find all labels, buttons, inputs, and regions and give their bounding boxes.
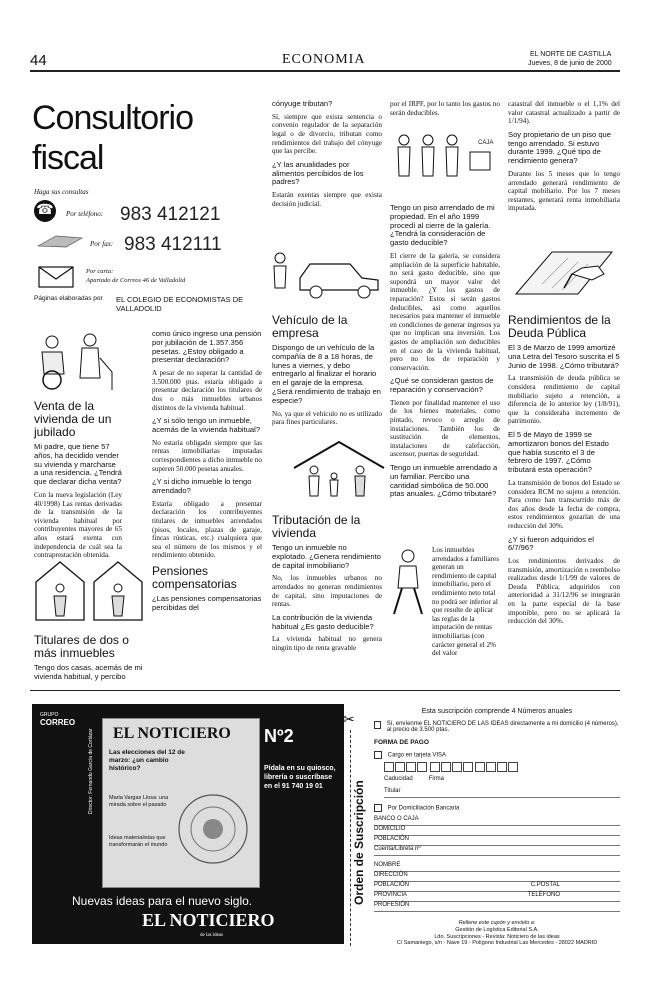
question-propietario: Soy propietario de un piso que tengo arrendado. Si estuvo durante 1999. ¿Qué tipo de rendimiento genera? — [508, 129, 612, 166]
cut-line — [350, 730, 351, 946]
answer-contribucion: La vivienda habitual no genera ningún tipo de renta gravable — [272, 635, 382, 652]
poblacion-banco-field[interactable]: POBLACIÓN — [374, 836, 620, 846]
question-contribucion: La contribución de la vivienda habitual ¿Es gasto deducible? — [272, 612, 374, 631]
answer-venta: Con la nueva legislación (Ley 40/1998) Las rentas derivadas de la transmisión de la vivienda habitual por contribuyentes mayores de 65 años estará exenta con independencia de cuál sea la contraprestación obtenida. — [34, 490, 122, 560]
banco-field[interactable]: BANCO O CAJA — [374, 816, 620, 826]
domiciliacion-label: Por Domiciliación Bancaria — [387, 805, 460, 812]
question-anualidades: ¿Y las anualidades por alimentos percibidos de los padres? — [272, 159, 364, 187]
answer-vehiculo: No, ya que el vehículo no es utilizado para fines particulares. — [272, 409, 382, 427]
question-1997: ¿Y si fueron adquiridos el 6/7/96? — [508, 534, 594, 553]
question-arrendado: ¿Y si dicho inmueble lo tengo arrendado? — [152, 477, 252, 495]
telefono-label: TELÉFONO — [527, 892, 560, 898]
phone-number: 983 412121 — [120, 204, 221, 225]
caja-label: CAJA — [478, 140, 494, 146]
heading-venta-vivienda: Venta de la vivienda de un jubilado — [34, 399, 112, 439]
question-galeria: Tengo un piso arrendado de mi propiedad. En el año 1999 procedí al cierre de la galería. ¿Tendrá la consideración de gasto deducible? — [390, 203, 495, 248]
elaborated-by: EL COLEGIO DE ECONOMISTAS DE VALLADOLID — [116, 295, 244, 313]
heading-titulares: Titulares de dos o más inmuebles — [34, 633, 129, 660]
domiciliacion-option — [374, 804, 620, 812]
grupo-label: GRUPO — [40, 712, 59, 718]
titular-field[interactable]: Titular — [384, 788, 620, 798]
answer-galeria: El cierre de la galería, se considera ampliación de la superficie habitable, no será gasto deducible, sino que supondrá un mayor valor del inmueble. ¿Y los gastos de reparación? Estos sí serán gastos deducibles, así como aquellos necesarios para mantener el inmueble en condiciones de generar ingresos ya que no implican una inversión. Los gastos de ampliación son deducibles en el caso de la vivienda habitual, pero no los de reparación y conservación. — [390, 251, 500, 372]
caducidad-label: Caducidad — [384, 776, 413, 782]
column-4-top — [390, 100, 500, 130]
ad-slogan: Nuevas ideas para el nuevo siglo. — [72, 894, 253, 908]
answer-irpf: por el IRPF, por lo tanto los gastos no serán deducibles. — [390, 100, 500, 117]
director-text: Director: Fernando García de Cortázar — [88, 728, 94, 814]
ad-separator — [30, 690, 620, 691]
answer-anualidades: Estarán exentas siempre que exista decisión judicial. — [272, 191, 382, 208]
elaborated-label: Páginas elaboradas por — [34, 295, 103, 302]
answer-tributacion: No, los inmuebles urbanos no arrendados no generan rendimientos de capital, sino imputaciones de rentas. — [272, 574, 382, 609]
mail-label: Por carta: — [86, 268, 114, 275]
haga-consultas: Haga sus consultas — [34, 188, 89, 196]
subscribe-checkbox[interactable] — [374, 721, 381, 729]
forma-pago: FORMA DE PAGO — [374, 739, 429, 746]
subscription-form — [374, 708, 620, 948]
nombre-field[interactable]: NOMBRE — [374, 862, 620, 872]
answer-solo-inmueble: No estaría obligado siempre que las rentas inmobiliarias imputadas correspondientes a dicho inmueble no superen 50.000 pesetas anuales. — [152, 438, 262, 473]
column-4-bottom — [432, 546, 500, 658]
ad-bottom-logo: EL NOTICIERO — [142, 910, 275, 930]
domicilio-banco-field[interactable]: DOMICILIO — [374, 826, 620, 836]
walker-illustration — [386, 548, 430, 618]
mail-address: Apartado de Correos 46 de Valladolid — [86, 277, 186, 284]
question-familiar: Tengo un inmueble arrendado a un familiar. Percibo una cantidad simbólica de 50.000 ptas anuales. ¿Cómo tributaré? — [390, 463, 498, 499]
column-3-top — [272, 100, 382, 240]
form-intro: Esta suscripción comprende 4 Números anuales — [421, 708, 573, 715]
answer-bonos: La transmisión de bonos del Estado se considera RCM no sujeto a retención. Para como han transcurrido más de dos años desde la fecha de compra, estos rendimientos gozarían de una reducción del 30%. — [508, 478, 620, 530]
cover-sub-1: Maria Vargas Llosa: una mirada sobre el pasado — [109, 795, 169, 808]
issue-number: Nº2 — [264, 726, 294, 746]
poblacion-field[interactable]: POBLACIÓN C.POSTAL — [374, 882, 620, 892]
column-4-middle — [390, 204, 500, 544]
answer-1997: Los rendimientos derivados de transmisión, amortización o reembolso realizados desde 1/1/99 de valores de Deuda Pública, adquiridos con anterioridad a 31/12/96 se integrarán en la parte especial de la base imponible, pero no se aplicará la reducción del 30%. — [508, 557, 620, 626]
fax-icon — [36, 234, 84, 248]
answer-familiar: Los inmuebles arrendados a familiares generan un rendimiento de capital inmobiliario, pero el rendimiento neto total no podrá ser inferior al que resulte de aplicar las reglas de la imputación de rentas inmobiliarias (con carácter general el 2% del valor — [432, 546, 500, 658]
answer-arrendado: Estaría obligado a presentar declaración los contribuyentes titulares de inmuebles arrendados (pisos, locales, plazas de garaje, fincas rústicas, etc.) cualquiera que sea el número de los mismos y el rendimiento obtenido. — [152, 499, 262, 560]
cover-sub-2: Ideas materialistas que transformarán el mundo — [109, 835, 168, 848]
direccion-field[interactable]: DIRECCIÓN — [374, 872, 620, 882]
header-rule — [30, 70, 620, 72]
writing-hand-illustration — [512, 244, 616, 300]
question-bonos: El 5 de Mayo de 1999 se amortizaron bonos del Estado que había suscrito el 3 de febrero de 1997. ¿Cómo tributará esta operación? — [508, 429, 609, 475]
jubilado-illustration — [34, 332, 120, 392]
consultorio-title-1: Consultorio — [32, 99, 193, 137]
heading-tributacion: Tributación de la vivienda — [272, 513, 361, 540]
question-pension: como único ingreso una pensión por jubilación de 1.357.356 pesetas. ¿Estoy obligado a presentar declaración? — [152, 329, 262, 365]
ad-bottom-logo-sub: de las ideas — [200, 933, 224, 938]
column-5-bottom — [508, 312, 620, 682]
question-pensiones: ¿Las pensiones compensatorias percibidas del — [152, 593, 262, 612]
subscribe-text: Sí, envíenme EL NOTICIERO DE LAS IDEAS directamente a mi domicilio (4 números), al precio de 3.500 ptas. — [386, 721, 619, 733]
column-2 — [152, 330, 262, 680]
column-3-bottom — [272, 512, 382, 682]
firma-label: Firma — [428, 776, 445, 782]
question-vehiculo: Dispongo de un vehículo de la compañía de 8 a 18 horas, de lunes a viernes, y debo entregarlo al finalizar el horario en el garaje de la empresa. ¿Será rendimiento de trabajo en especie? — [272, 343, 381, 405]
question-venta: Mi padre, que tiene 57 años, ha decidido vender su vivienda y marcharse a una residencia. ¿Tendrá que declarar dicha venta? — [34, 442, 122, 487]
ad-cta: Pídala en su quiosco, librería o suscríbase en el 91 740 19 01 — [264, 765, 336, 790]
heading-pensiones: Pensiones compensatorias — [152, 563, 237, 591]
houses-illustration — [34, 560, 144, 622]
envelope-icon — [38, 266, 74, 288]
question-deuda: El 3 de Marzo de 1999 amortizé una Letra del Tesoro suscrita el 5 Junio de 1998. ¿Cómo tributará? — [508, 343, 620, 370]
consultorio-title-2: fiscal — [32, 139, 104, 177]
phone-label: Por teléfono: — [66, 210, 104, 218]
question-solo-inmueble: ¿Y si sólo tengo un inmueble, acemás de la vivienda habitual? — [152, 416, 261, 434]
section-title: ECONOMIA — [282, 52, 366, 67]
magazine-cover — [102, 718, 260, 888]
heading-vehiculo: Vehículo de la empresa — [272, 313, 348, 340]
family-house-illustration — [292, 440, 386, 500]
card-number-boxes[interactable] — [384, 762, 620, 772]
heading-rendimientos: Rendimientos de la Deuda Pública — [508, 313, 611, 340]
car-illustration — [270, 248, 382, 300]
answer-propietario: Durante los 5 meses que lo tengo arrendado generará rendimiento de capital mobiliario. Por los 7 meses restantes, generará renta inmobiliaria imputada. — [508, 169, 620, 213]
fax-number: 983 412111 — [124, 234, 222, 255]
question-reparacion: ¿Qué se consideran gastos de reparación y conservación? — [390, 376, 494, 395]
cover-title: EL NOTICIERO — [113, 725, 231, 742]
answer-pension: A pesar de no superar la cantidad de 3.500.000 ptas. estaría obligado a presentar declaración los titulares de dos o más inmuebles urbanos distintos de la vivienda habitual. — [152, 369, 262, 412]
magazine-ad — [32, 704, 344, 944]
phone-icon: ☎ — [34, 200, 56, 222]
issue-date: Jueves, 8 de junio de 2000 — [528, 60, 612, 67]
option-subscribe — [374, 721, 620, 733]
cover-headline: Las elecciones del 12 de marzo: ¿un cambio histórico? — [109, 749, 185, 772]
cover-image — [173, 779, 253, 869]
newspaper-name: EL NORTE DE CASTILLA — [530, 51, 612, 58]
cuenta-field[interactable]: Cuenta/Libreta nº — [374, 846, 620, 856]
correo-logo: CORREO — [40, 718, 76, 727]
page-number: 44 — [30, 52, 47, 69]
cpostal-label: C.POSTAL — [530, 882, 560, 888]
answer-conyuge: Sí, siempre que exista sentencia o convenio regulador de la separación legal o de divorcio, tributan como rendimientos del trabajo del cónyuge que las percibe. — [272, 112, 382, 156]
question-titulares: Tengo dos casas, acemás de mi vivienda habitual, y percibo — [34, 663, 143, 681]
column-1-bottom — [34, 632, 144, 682]
column-3-middle — [272, 312, 382, 432]
answer-catastral: catastral del inmueble o el 1,1% del valor catastral actualizado a partir de 1/1/94). — [508, 100, 620, 126]
provincia-field[interactable]: PROVINCIA TELÉFONO — [374, 892, 620, 902]
answer-deuda: La transmisión de deuda pública se considera rendimiento de capital mobiliario sujeto a retención, a diferencia de lo anterior ley (1/8/91), que la consideraba incremento de patrimonio. — [508, 374, 620, 426]
form-footer: Rellene este cupón y envíelo a: Gestión de Logística Editorial S.A. Ldo. Suscripciones - Revista: Noticiero de las ideas C/ Samaniego, s/n - Nave 19 - Polígono Industrial Las Mercedes - 28022 MADRID — [396, 920, 598, 947]
answer-reparacion: Tienen por finalidad mantener el uso de los bienes materiales, como pintado, revoco o arreglo de instalaciones. También los de sustitución de elementos, instalaciones de calefacción, ascensor, puertas de seguridad. — [390, 398, 500, 459]
question-tributacion: Tengo un inmueble no explotado. ¿Genera rendimiento de capital inmobiliario? — [272, 543, 381, 570]
domiciliacion-checkbox[interactable] — [374, 804, 382, 812]
fax-label: Por fax: — [90, 240, 114, 248]
visa-label: Cargo en tarjeta VISA — [387, 752, 447, 759]
visa-option — [374, 751, 620, 759]
form-title: Orden de Suscripción — [352, 780, 366, 905]
profesion-field[interactable]: PROFESIÓN — [374, 902, 620, 912]
scissors-icon: ✂ — [343, 713, 355, 728]
question-conyuge: cónyuge tributan? — [272, 99, 333, 108]
visa-checkbox[interactable] — [374, 751, 382, 759]
